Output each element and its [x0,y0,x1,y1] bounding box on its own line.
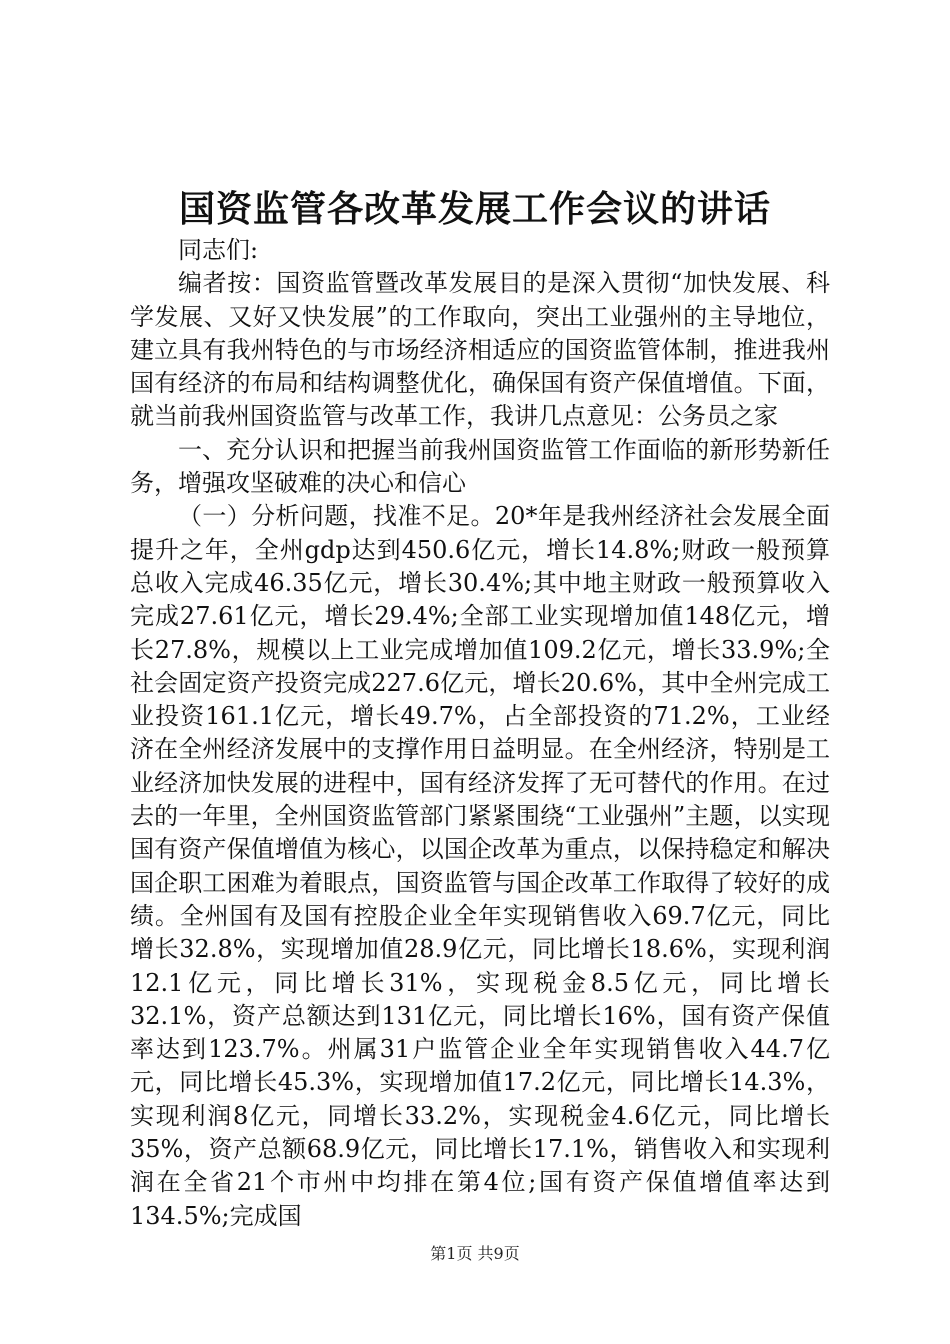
section-heading-1: 一、充分认识和把握当前我州国资监管工作面临的新形势新任务，增强攻坚破难的决心和信心 [130,435,830,498]
salutation: 同志们: [178,236,259,264]
document-body [130,234,830,1233]
page-footer: 第1页 共9页 [430,1244,520,1263]
document-title: 国资监管各改革发展工作会议的讲话 [178,188,771,230]
subsection-paragraph-1: （一）分析问题，找准不足。20*年是我州经济社会发展全面提升之年，全州gdp达到450.6亿元，增长14.8%;财政一般预算总收入完成46.35亿元，增长30.4%;其中地主财政一般预算收入完成27.61亿元，增长29.4%;全部工业实现增加值148亿元，增长27.8%，规模以上工业完成增加值109.2亿元，增长33.9%;全社会固定资产投资完成227.6亿元，增长20.6%，其中全州完成工业投资161.1亿元，增长49.7%，占全部投资的71.2%，工业经济在全州经济发展中的支撑作用日益明显。在全州经济，特别是工业经济加快发展的进程中，国有经济发挥了无可替代的作用。在过去的一年里，全州国资监管部门紧紧围绕“工业强州”主题，以实现国有资产保值增值为核心，以国企改革为重点，以保持稳定和解决国企职工困难为着眼点，国资监管与国企改革工作取得了较好的成绩。全州国有及国有控股企业全年实现销售收入69.7亿元，同比增长32.8%，实现增加值28.9亿元，同比增长18.6%，实现利润12.1亿元，同比增长31%，实现税金8.5亿元，同比增长32.1%，资产总额达到131亿元，同比增长16%，国有资产保值率达到123.7%。州属31户监管企业全年实现销售收入44.7亿元，同比增长45.3%，实现增加值17.2亿元，同比增长14.3%，实现利润8亿元，同增长33.2%，实现税金4.6亿元，同比增长35%，资产总额68.9亿元，同比增长17.1%，销售收入和实现利润在全省21个市州中均排在第4位;国有资产保值增值率达到134.5%;完成国 [130,502,830,1230]
editor-note-paragraph: 编者按：国资监管暨改革发展目的是深入贯彻“加快发展、科学发展、又好又快发展”的工作取向，突出工业强州的主导地位，建立具有我州特色的与市场经济相适应的国资监管体制，推进我州国有经济的布局和结构调整优化，确保国有资产保值增值。下面，就当前我州国资监管与改革工作，我讲几点意见：公务员之家 [130,269,830,431]
